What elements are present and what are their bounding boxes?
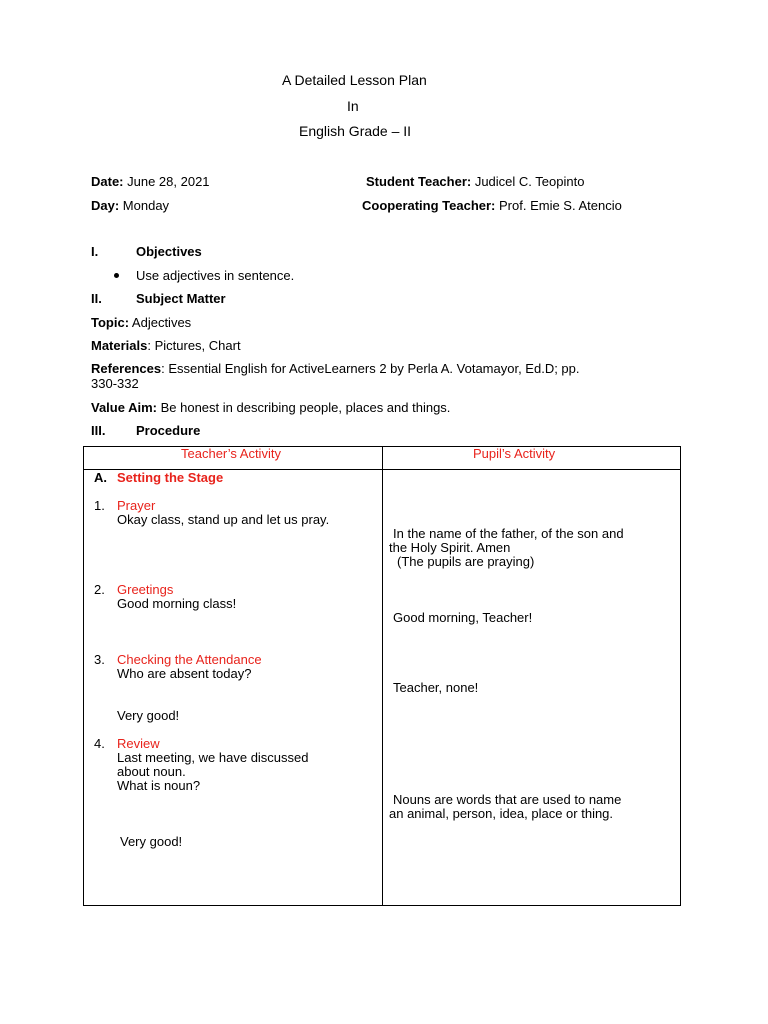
teacher-activity-header: Teacher’s Activity xyxy=(181,446,281,461)
value-aim-label: Value Aim: xyxy=(91,400,157,415)
title-line-1: A Detailed Lesson Plan xyxy=(282,72,427,88)
references-row xyxy=(91,361,580,376)
item-title-prayer: Prayer xyxy=(117,498,156,513)
date-row xyxy=(91,174,210,189)
pupil-line: In the name of the father, of the son and xyxy=(393,526,624,541)
bullet-icon xyxy=(114,273,119,278)
teacher-line: What is noun? xyxy=(117,778,201,793)
procedure-number: III. xyxy=(91,423,106,438)
day-row xyxy=(91,198,169,213)
topic-row xyxy=(91,315,191,330)
day-label: Day: xyxy=(91,198,120,213)
teacher-line: about noun. xyxy=(117,764,186,779)
item-number: 1. xyxy=(94,498,105,513)
item-number: 2. xyxy=(94,582,105,597)
objective-item: Use adjectives in sentence. xyxy=(136,268,295,283)
column-divider xyxy=(382,447,383,905)
item-title-attendance: Checking the Attendance xyxy=(117,652,262,667)
pupil-line: Teacher, none! xyxy=(393,680,479,695)
item-number: 3. xyxy=(94,652,105,667)
pupil-activity-header: Pupil’s Activity xyxy=(473,446,556,461)
date-value: June 28, 2021 xyxy=(123,174,210,189)
teacher-line: Okay class, stand up and let us pray. xyxy=(117,512,330,527)
value-aim-value: Be honest in describing people, places and things. xyxy=(156,400,451,415)
value-aim-row xyxy=(91,400,450,415)
student-teacher-row xyxy=(366,174,584,189)
pupil-line: Good morning, Teacher! xyxy=(393,610,533,625)
pupil-line: (The pupils are praying) xyxy=(397,554,535,569)
references-label: References xyxy=(91,361,162,376)
student-teacher-value: Judicel C. Teopinto xyxy=(471,174,585,189)
section-a-letter: A. xyxy=(94,470,107,485)
teacher-line: Very good! xyxy=(120,834,183,849)
pupil-line: the Holy Spirit. Amen xyxy=(389,540,511,555)
teacher-line: Very good! xyxy=(117,708,180,723)
section-a-title: Setting the Stage xyxy=(117,470,224,485)
objectives-heading: Objectives xyxy=(136,244,202,259)
teacher-line: Last meeting, we have discussed xyxy=(117,750,309,765)
objectives-number: I. xyxy=(91,244,99,259)
day-value: Monday xyxy=(119,198,170,213)
cooperating-teacher-value: Prof. Emie S. Atencio xyxy=(495,198,622,213)
topic-value: Adjectives xyxy=(129,315,192,330)
item-title-review: Review xyxy=(117,736,160,751)
teacher-line: Good morning class! xyxy=(117,596,237,611)
pupil-line: an animal, person, idea, place or thing. xyxy=(389,806,614,821)
teacher-line: Who are absent today? xyxy=(117,666,252,681)
title-line-2: In xyxy=(347,98,359,114)
pupil-line: Nouns are words that are used to name xyxy=(393,792,622,807)
materials-value: : Pictures, Chart xyxy=(147,338,241,353)
cooperating-teacher-row xyxy=(362,198,622,213)
subject-matter-number: II. xyxy=(91,291,102,306)
item-number: 4. xyxy=(94,736,105,751)
item-title-greetings: Greetings xyxy=(117,582,174,597)
title-line-3: English Grade – II xyxy=(299,123,412,139)
cooperating-teacher-label: Cooperating Teacher: xyxy=(362,198,496,213)
procedure-heading: Procedure xyxy=(136,423,201,438)
subject-matter-heading: Subject Matter xyxy=(136,291,226,306)
references-value: : Essential English for ActiveLearners 2 by Perla A. Votamayor, Ed.D; pp. xyxy=(161,361,580,376)
materials-row xyxy=(91,338,241,353)
materials-label: Materials xyxy=(91,338,148,353)
topic-label: Topic: xyxy=(91,315,130,330)
activity-table xyxy=(83,446,681,906)
student-teacher-label: Student Teacher: xyxy=(366,174,472,189)
references-continuation: 330-332 xyxy=(91,376,139,391)
date-label: Date: xyxy=(91,174,124,189)
